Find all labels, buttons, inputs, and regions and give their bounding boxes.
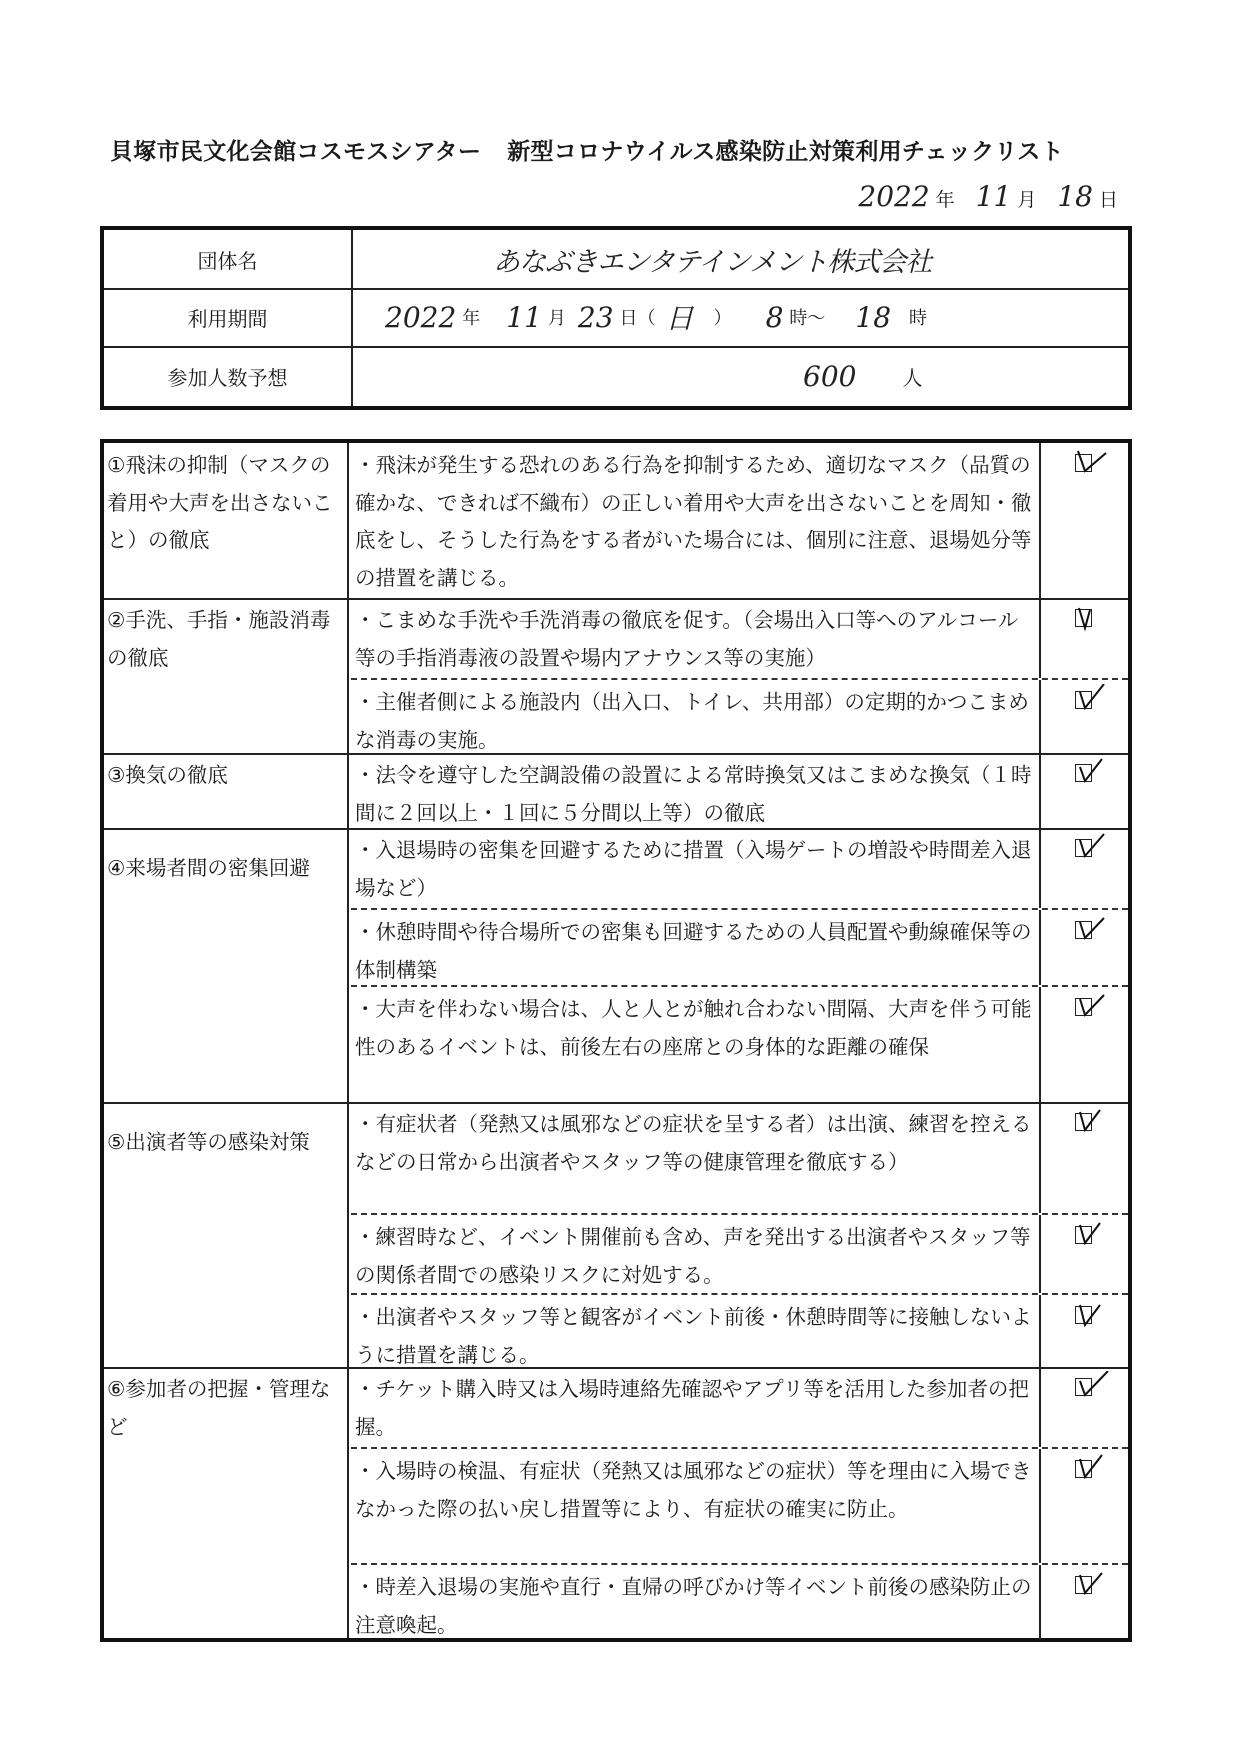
period-end-unit: 時 (909, 308, 928, 329)
period-start-hour: 8 (765, 300, 784, 334)
checklist-item (351, 443, 1128, 598)
checkmark-icon (1072, 447, 1112, 477)
checkmark-icon (1072, 1106, 1112, 1136)
checkmark-icon (1072, 1299, 1112, 1329)
item-checkbox[interactable] (1040, 1449, 1128, 1563)
period-label: 利用期間 (104, 288, 353, 346)
attendance-unit: 人 (902, 366, 923, 390)
item-text: ・休憩時間や待合場所での密集も回避するための人員配置や動線確保等の体制構築 (351, 910, 1041, 985)
date-day: 18 (1057, 180, 1093, 213)
period-field[interactable] (353, 288, 1128, 346)
checklist-section (104, 443, 1128, 600)
checklist-item (351, 1563, 1128, 1640)
section-heading: ③換気の徹底 (104, 753, 349, 828)
attendance-label: 参加人数予想 (104, 347, 353, 406)
checklist-item (351, 1213, 1128, 1293)
checklist-table (100, 439, 1132, 1642)
item-text: ・こまめな手洗や手洗消毒の徹底を促す。（会場出入口等へのアルコール等の手指消毒液の設置や場内アナウンス等の実施） (351, 598, 1041, 678)
group-name-value: あなぶきエンタテインメント株式会社 (493, 246, 932, 278)
item-text: ・主催者側による施設内（出入口、トイレ、共用部）の定期的かつこまめな消毒の実施。 (351, 680, 1041, 753)
item-checkbox[interactable] (1040, 1367, 1128, 1447)
group-name-field[interactable] (353, 230, 1128, 288)
checklist-item (351, 1293, 1128, 1369)
document-title (110, 133, 1130, 166)
attendance-field[interactable] (353, 347, 1128, 406)
item-text: ・法令を遵守した空調設備の設置による常時換気又はこまめな換気（１時間に２回以上・１回に５分間以上等）の徹底 (351, 753, 1041, 828)
item-text: ・入場時の検温、有症状（発熱又は風邪などの症状）等を理由に入場できなかった際の払い戻し措置等により、有症状の確実に防止。 (351, 1449, 1041, 1563)
item-checkbox[interactable] (1040, 1102, 1128, 1213)
checklist-item (351, 753, 1128, 828)
checkmark-icon (1072, 1219, 1112, 1249)
section-heading: ④来場者間の密集回避 (104, 828, 349, 1102)
date-month: 11 (975, 180, 1012, 213)
checkmark-icon (1072, 684, 1112, 714)
period-end-hour: 18 (855, 300, 892, 334)
period-year-unit: 年 (462, 308, 481, 329)
item-checkbox[interactable] (1040, 598, 1128, 678)
period-weekday-close: ） (713, 308, 732, 329)
period-month: 11 (506, 300, 542, 334)
checklist-section (104, 753, 1128, 830)
checklist-item (351, 828, 1128, 908)
submission-date (858, 180, 1118, 213)
info-row-group-name (104, 230, 1128, 290)
item-checkbox[interactable] (1040, 443, 1128, 598)
item-text: ・大声を伴わない場合は、人と人とが触れ合わない間隔、大声を伴う可能性のあるイベントは、前後左右の座席との身体的な距離の確保 (351, 987, 1041, 1102)
item-text: ・練習時など、イベント開催前も含め、声を発出する出演者やスタッフ等の関係者間での感染リスクに対処する。 (351, 1215, 1041, 1293)
checklist-section (104, 1367, 1128, 1638)
period-day-unit: 日（ (619, 308, 656, 329)
item-text: ・飛沫が発生する恐れのある行為を抑制するため、適切なマスク（品質の確かな、できれば不織布）の正しい着用や大声を出さないことを周知・徹底をし、そうした行為をする者がいた場合には、個別に注意、退場処分等の措置を講じる。 (351, 443, 1041, 598)
checkmark-icon (1072, 914, 1112, 944)
attendance-value: 600 (803, 360, 857, 393)
date-day-unit: 日 (1098, 189, 1118, 211)
checklist-item (351, 1102, 1128, 1213)
item-checkbox[interactable] (1040, 987, 1128, 1102)
checkmark-icon (1072, 1569, 1112, 1599)
item-checkbox[interactable] (1040, 680, 1128, 753)
checklist-section (104, 828, 1128, 1104)
checkmark-icon (1072, 1453, 1112, 1483)
checklist-section (104, 598, 1128, 755)
date-month-unit: 月 (1017, 189, 1037, 211)
item-text: ・時差入退場の実施や直行・直帰の呼びかけ等イベント前後の感染防止の注意喚起。 (351, 1565, 1041, 1640)
period-day: 23 (577, 300, 614, 334)
section-heading: ②手洗、手指・施設消毒の徹底 (104, 598, 349, 753)
period-start-unit: 時～ (789, 308, 826, 329)
item-text: ・入退場時の密集を回避するために措置（入場ゲートの増設や時間差入退場など） (351, 828, 1041, 908)
item-checkbox[interactable] (1040, 910, 1128, 985)
checklist-section (104, 1102, 1128, 1369)
item-text: ・有症状者（発熱又は風邪などの症状を呈する者）は出演、練習を控えるなどの日常から出演者やスタッフ等の健康管理を徹底する） (351, 1102, 1041, 1213)
checklist-item (351, 985, 1128, 1102)
group-name-label: 団体名 (104, 230, 353, 288)
date-year: 2022 (858, 180, 930, 213)
checklist-item (351, 908, 1128, 985)
period-weekday: 日 (665, 302, 694, 335)
checkmark-icon (1072, 757, 1112, 787)
title-venue: 貝塚市民文化会館コスモスシアター (110, 139, 482, 165)
checklist-item (351, 1447, 1128, 1563)
checkmark-icon (1072, 1371, 1112, 1401)
checklist-item (351, 1367, 1128, 1447)
item-checkbox[interactable] (1040, 1565, 1128, 1640)
info-row-period (104, 288, 1128, 348)
section-heading: ⑤出演者等の感染対策 (104, 1102, 349, 1367)
item-checkbox[interactable] (1040, 1295, 1128, 1369)
info-row-attendance (104, 347, 1128, 406)
item-text: ・チケット購入時又は入場時連絡先確認やアプリ等を活用した参加者の把握。 (351, 1367, 1041, 1447)
period-month-unit: 月 (547, 308, 566, 329)
checklist-item (351, 598, 1128, 678)
date-year-unit: 年 (935, 189, 955, 211)
item-checkbox[interactable] (1040, 753, 1128, 828)
section-heading: ①飛沫の抑制（マスクの着用や大声を出さないこと）の徹底 (104, 443, 349, 598)
checkmark-icon (1072, 602, 1112, 632)
title-checklist: 新型コロナウイルス感染防止対策利用チェックリスト (507, 139, 1064, 165)
checkmark-icon (1072, 832, 1112, 862)
checklist-item (351, 678, 1128, 753)
period-year: 2022 (385, 300, 457, 334)
section-heading: ⑥参加者の把握・管理など (104, 1367, 349, 1638)
checkmark-icon (1072, 991, 1112, 1021)
item-checkbox[interactable] (1040, 1215, 1128, 1293)
item-text: ・出演者やスタッフ等と観客がイベント前後・休憩時間等に接触しないように措置を講じる。 (351, 1295, 1041, 1369)
info-table (100, 226, 1132, 410)
item-checkbox[interactable] (1040, 828, 1128, 908)
